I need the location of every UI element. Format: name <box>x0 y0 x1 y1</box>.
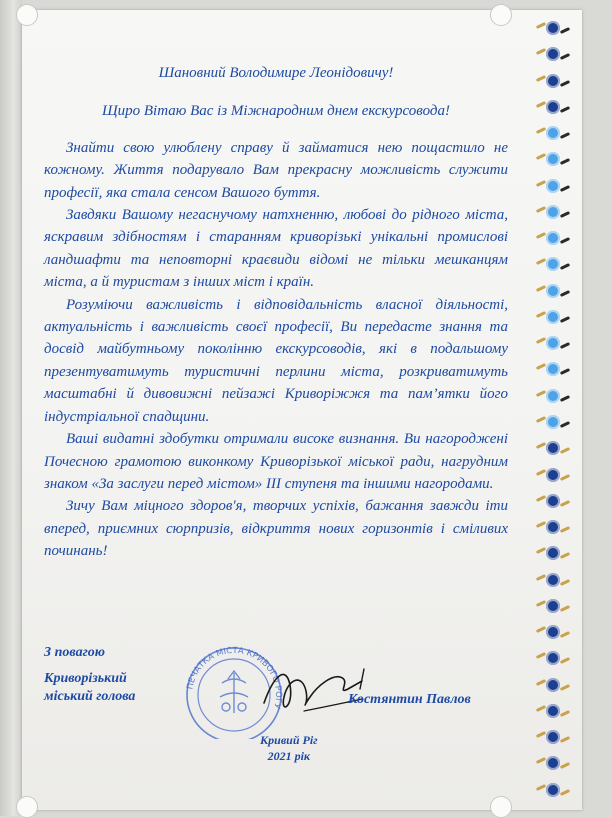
ornament-rose <box>546 284 560 298</box>
ornament-leaf <box>536 311 546 318</box>
ornament-leaf <box>560 53 570 60</box>
ornament-rose <box>546 47 560 61</box>
ornament-leaf <box>560 342 570 349</box>
ornament-motif <box>534 753 572 773</box>
ornament-motif <box>534 491 572 511</box>
ornament-leaf <box>536 337 546 344</box>
corner-slot-top-right <box>490 4 512 26</box>
ornament-leaf <box>560 605 570 612</box>
ornament-leaf <box>536 469 546 476</box>
ornament-leaf <box>536 127 546 134</box>
ornament-rose <box>546 21 560 35</box>
ornament-motif <box>534 596 572 616</box>
ornament-motif <box>534 149 572 169</box>
ornament-leaf <box>560 80 570 87</box>
ornament-leaf <box>536 75 546 82</box>
ornament-leaf <box>536 442 546 449</box>
ornament-motif <box>534 97 572 117</box>
ornament-leaf <box>536 363 546 370</box>
signer-position: Криворізький міський голова <box>44 671 136 704</box>
corner-slot-bottom-right <box>490 796 512 818</box>
ornament-rose <box>546 730 560 744</box>
ornament-rose <box>546 362 560 376</box>
ornament-leaf <box>536 600 546 607</box>
ornament-rose <box>546 520 560 534</box>
corner-slot-bottom-left <box>16 796 38 818</box>
ornament-leaf <box>560 789 570 796</box>
ornament-motif <box>534 543 572 563</box>
ornament-motif <box>534 44 572 64</box>
ornament-leaf <box>560 526 570 533</box>
ornament-leaf <box>536 206 546 213</box>
ornament-motif <box>534 675 572 695</box>
folder-left-flap <box>0 0 22 816</box>
ornament-rose <box>546 205 560 219</box>
ornament-leaf <box>536 521 546 528</box>
ornament-leaf <box>536 232 546 239</box>
salutation: Шановний Володимире Леонідовичу! <box>158 65 394 81</box>
paragraph: Зичу Вам міцного здоров'я, творчих успіхів, бажання завжди іти вперед, приємних сюрпризів, відкриття нових горизонтів і сміливих починань! <box>44 498 508 560</box>
ornament-rose <box>546 415 560 429</box>
ornament-leaf <box>536 705 546 712</box>
ornament-rose <box>546 651 560 665</box>
ornament-leaf <box>536 390 546 397</box>
handwritten-signature <box>244 655 374 725</box>
ornament-motif <box>534 622 572 642</box>
ornament-motif <box>534 307 572 327</box>
ornament-motif <box>534 438 572 458</box>
corner-slot-top-left <box>16 4 38 26</box>
ornament-leaf <box>560 657 570 664</box>
ornament-leaf <box>536 22 546 29</box>
ornament-motif <box>534 359 572 379</box>
ornament-rose <box>546 389 560 403</box>
ornament-leaf <box>560 106 570 113</box>
ornament-motif <box>534 517 572 537</box>
ornament-motif <box>534 18 572 38</box>
ornament-rose <box>546 441 560 455</box>
ornament-leaf <box>536 416 546 423</box>
ornament-motif <box>534 465 572 485</box>
letter-body <box>44 62 508 563</box>
ornament-leaf <box>560 211 570 218</box>
place-and-date <box>260 732 318 764</box>
ornament-leaf <box>536 547 546 554</box>
ornament-motif <box>534 780 572 800</box>
ornament-leaf <box>536 153 546 160</box>
ornament-leaf <box>560 263 570 270</box>
ornament-leaf <box>536 652 546 659</box>
ornament-leaf <box>560 237 570 244</box>
ornament-leaf <box>560 158 570 165</box>
ornament-rose <box>546 179 560 193</box>
ornament-leaf <box>560 500 570 507</box>
ornament-leaf <box>560 132 570 139</box>
paragraph: Розуміючи важливість і відповідальність власної діяльності, актуальність і важливість своєї професії, Ви передасте знання та досвід майбутньому поколінню екскурсоводів, які в подальшому презентуватимуть туристичні перлини міста, розкриватимуть масштабні й дивовижні пейзажі Криворіжжя та пам’ятки його індустріальної спадщини. <box>44 296 508 425</box>
ornament-rose <box>546 468 560 482</box>
ornament-rose <box>546 678 560 692</box>
ornament-motif <box>534 176 572 196</box>
ornament-motif <box>534 333 572 353</box>
ornament-motif <box>534 228 572 248</box>
embroidery-ornament-border <box>527 18 579 800</box>
ornament-leaf <box>560 684 570 691</box>
ornament-rose <box>546 336 560 350</box>
ornament-rose <box>546 573 560 587</box>
paragraph: Ваші видатні здобутки отримали високе визнання. Ви нагороджені Почесною грамотою виконкому Криворізької міської ради, нагрудним знаком «За заслуги перед містом» III ступеня та іншими нагородами. <box>44 431 508 492</box>
ornament-rose <box>546 231 560 245</box>
ornament-leaf <box>560 631 570 638</box>
ornament-rose <box>546 126 560 140</box>
ornament-leaf <box>560 185 570 192</box>
ornament-leaf <box>536 574 546 581</box>
ornament-leaf <box>560 579 570 586</box>
ornament-motif <box>534 202 572 222</box>
signer-name: Костянтин Павлов <box>348 692 471 707</box>
ornament-motif <box>534 701 572 721</box>
ornament-rose <box>546 100 560 114</box>
ornament-leaf <box>560 27 570 34</box>
ornament-leaf <box>560 474 570 481</box>
ornament-rose <box>546 756 560 770</box>
paragraph: Знайти свою улюблену справу й займатися нею пощастило не кожному. Життя подарувало Вам прекрасну можливість служити професії, яка стала сенсом Вашого буття. <box>44 139 508 201</box>
ornament-motif <box>534 727 572 747</box>
ornament-motif <box>534 570 572 590</box>
ornament-motif <box>534 123 572 143</box>
ornament-motif <box>534 386 572 406</box>
ornament-leaf <box>560 447 570 454</box>
ornament-leaf <box>536 101 546 108</box>
seal-text: ПЕЧАТКА МІСТА КРИВОГО РОГУ <box>185 645 284 710</box>
ornament-leaf <box>560 736 570 743</box>
ornament-leaf <box>536 757 546 764</box>
ornament-rose <box>546 257 560 271</box>
ornament-leaf <box>536 495 546 502</box>
ornament-motif <box>534 648 572 668</box>
ornament-rose <box>546 152 560 166</box>
ornament-leaf <box>536 731 546 738</box>
ornament-leaf <box>536 258 546 265</box>
ornament-motif <box>534 254 572 274</box>
ornament-leaf <box>536 784 546 791</box>
ornament-leaf <box>560 762 570 769</box>
greeting-line: Щиро Вітаю Вас із Міжнародним днем екскурсовода! <box>102 103 450 120</box>
ornament-leaf <box>536 48 546 55</box>
paragraph: Завдяки Вашому негаснучому натхненню, любові до рідного міста, яскравим здібностям і старанням криворізькі унікальні промислові ландшафти та неповторні краєвиди відомі не тільки мешканцям міста, а й туристам з інших міст і країн. <box>44 207 508 291</box>
ornament-leaf <box>560 395 570 402</box>
ornament-rose <box>546 704 560 718</box>
ornament-leaf <box>536 679 546 686</box>
ornament-rose <box>546 783 560 797</box>
ornament-leaf <box>560 421 570 428</box>
ornament-motif <box>534 412 572 432</box>
ornament-rose <box>546 599 560 613</box>
place-year: 2021 рік <box>267 749 311 763</box>
ornament-leaf <box>560 710 570 717</box>
ornament-leaf <box>560 368 570 375</box>
ornament-motif <box>534 71 572 91</box>
ornament-leaf <box>560 290 570 297</box>
ornament-motif <box>534 281 572 301</box>
ornament-leaf <box>536 285 546 292</box>
ornament-leaf <box>536 626 546 633</box>
ornament-rose <box>546 625 560 639</box>
regards-text: З повагою <box>44 645 105 660</box>
ornament-leaf <box>536 180 546 187</box>
ornament-rose <box>546 310 560 324</box>
ornament-rose <box>546 494 560 508</box>
place-city: Кривий Ріг <box>260 733 318 747</box>
signature-block <box>44 645 508 785</box>
ornament-rose <box>546 74 560 88</box>
ornament-leaf <box>560 316 570 323</box>
ornament-rose <box>546 546 560 560</box>
ornament-leaf <box>560 552 570 559</box>
